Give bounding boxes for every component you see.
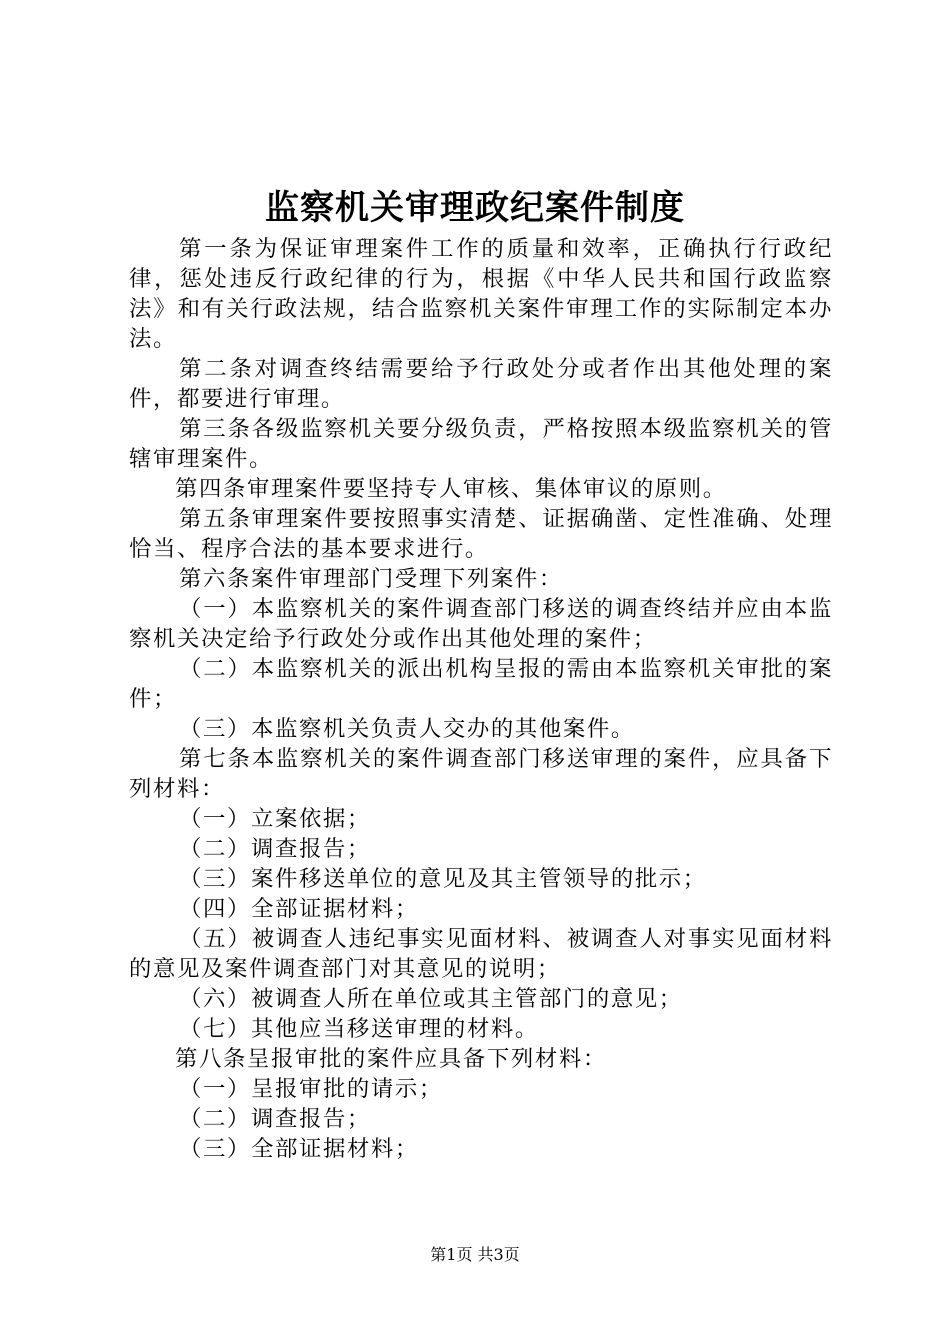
- paragraph-article-5: 第五条审理案件要按照事实清楚、证据确凿、定性准确、处理恰当、程序合法的基本要求进行。: [129, 506, 833, 562]
- paragraph-article-7: 第七条本监察机关的案件调查部门移送审理的案件，应具备下列材料：: [129, 746, 833, 802]
- paragraph-article-3: 第三条各级监察机关要分级负责，严格按照本级监察机关的管辖审理案件。: [129, 416, 833, 472]
- list-item: （二）调查报告；: [179, 836, 371, 862]
- list-item: （六）被调查人所在单位或其主管部门的意见；: [179, 986, 683, 1012]
- list-item: （一）立案依据；: [179, 806, 371, 832]
- list-item: （三）案件移送单位的意见及其主管领导的批示；: [179, 866, 707, 892]
- paragraph-article-1: 第一条为保证审理案件工作的质量和效率，正确执行行政纪律，惩处违反行政纪律的行为，根据《中华人民共和国行政监察法》和有关行政法规，结合监察机关案件审理工作的实际制定本办法。: [129, 236, 833, 352]
- list-item: （一）呈报审批的请示；: [179, 1076, 443, 1102]
- list-item: （五）被调查人违纪事实见面材料、被调查人对事实见面材料的意见及案件调查部门对其意见的说明；: [129, 926, 833, 982]
- document-title: 监察机关审理政纪案件制度: [265, 188, 685, 228]
- list-item: （三）本监察机关负责人交办的其他案件。: [179, 716, 635, 742]
- list-item: （一）本监察机关的案件调查部门移送的调查终结并应由本监察机关决定给予行政处分或作出其他处理的案件；: [129, 596, 833, 652]
- paragraph-article-4: 第四条审理案件要坚持专人审核、集体审议的原则。: [175, 476, 727, 502]
- list-item: （四）全部证据材料；: [179, 896, 419, 922]
- paragraph-article-8: 第八条呈报审批的案件应具备下列材料：: [175, 1046, 607, 1072]
- page-number-footer: 第1页 共3页: [430, 1245, 520, 1264]
- document-body: [129, 234, 833, 1164]
- paragraph-article-2: 第二条对调查终结需要给予行政处分或者作出其他处理的案件，都要进行审理。: [129, 356, 833, 412]
- list-item: （三）全部证据材料；: [179, 1136, 419, 1162]
- list-item: （二）调查报告；: [179, 1106, 371, 1132]
- paragraph-article-6: 第六条案件审理部门受理下列案件：: [179, 566, 563, 592]
- list-item: （二）本监察机关的派出机构呈报的需由本监察机关审批的案件；: [129, 656, 833, 712]
- list-item: （七）其他应当移送审理的材料。: [179, 1016, 539, 1042]
